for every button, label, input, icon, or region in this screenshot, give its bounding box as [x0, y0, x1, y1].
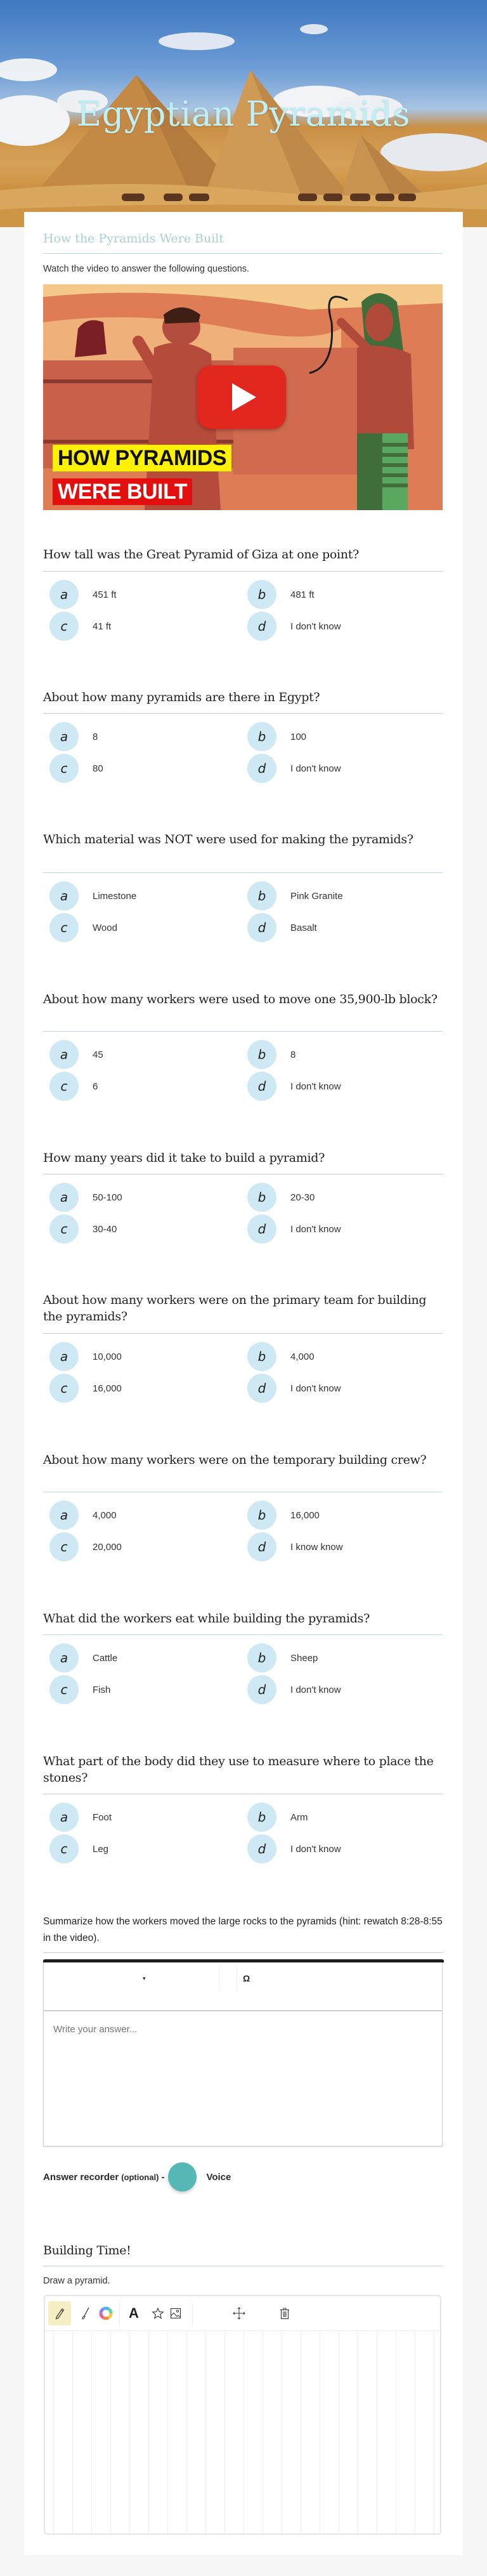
option-text: I don't know [290, 1843, 341, 1855]
drawing-section [43, 2242, 443, 2259]
option-text: 16,000 [93, 1383, 122, 1394]
option-text: Wood [93, 922, 117, 933]
option-letter-badge: a [49, 1803, 79, 1832]
hero-banner [0, 0, 487, 227]
option-letter-badge: a [49, 722, 79, 751]
option-letter-badge: c [49, 612, 79, 641]
question-title: What part of the body did they use to measure where to place the stones? [43, 1754, 434, 1785]
option-text: Cattle [93, 1652, 118, 1664]
option-text: 80 [93, 763, 103, 774]
option-letter-badge: d [247, 913, 276, 942]
option-letter-badge: c [49, 1374, 79, 1403]
option-a[interactable] [49, 580, 240, 609]
option-text: Leg [93, 1843, 109, 1855]
option-d[interactable] [247, 1214, 438, 1244]
summary-prompt: Summarize how the workers moved the large rocks to the pyramids (hint: rewatch 8:28-8:55 in the video). [43, 1916, 443, 1943]
section-title: How the Pyramids Were Built [43, 232, 224, 246]
option-text: 41 ft [93, 621, 112, 632]
drawing-instructions: Draw a pyramid. [43, 2276, 110, 2286]
option-a[interactable] [49, 1183, 240, 1212]
option-a[interactable] [49, 1040, 240, 1069]
option-letter-badge: d [247, 754, 276, 783]
option-letter-badge: a [49, 580, 79, 609]
question-title: About how many workers were on the primary team for building the pyramids? [43, 1293, 427, 1324]
option-a[interactable] [49, 1342, 240, 1371]
format-dropdown-caret-icon[interactable]: ▾ [143, 1975, 146, 1981]
option-letter-badge: b [247, 1643, 276, 1672]
option-letter-badge: b [247, 1342, 276, 1371]
drawing-board [44, 2295, 441, 2535]
option-text: 8 [290, 1049, 296, 1060]
option-text: Foot [93, 1811, 112, 1823]
option-a[interactable] [49, 1803, 240, 1832]
option-c[interactable] [49, 612, 240, 641]
divider [43, 872, 443, 873]
option-c[interactable] [49, 913, 240, 942]
option-b[interactable] [247, 1501, 438, 1530]
option-text: I know know [290, 1541, 343, 1553]
option-letter-badge: b [247, 580, 276, 609]
option-text: 45 [93, 1049, 103, 1060]
option-d[interactable] [247, 1072, 438, 1101]
option-d[interactable] [247, 1675, 438, 1704]
option-c[interactable] [49, 1834, 240, 1863]
option-text: 30-40 [93, 1223, 117, 1235]
option-letter-badge: c [49, 1532, 79, 1561]
rich-text-editor [43, 1959, 443, 2146]
option-letter-badge: c [49, 1675, 79, 1704]
option-text: I don't know [290, 1223, 341, 1235]
option-b[interactable] [247, 722, 438, 751]
worksheet-card [24, 212, 463, 2555]
option-text: I don't know [290, 621, 341, 632]
option-text: 50-100 [93, 1192, 122, 1203]
option-letter-badge: c [49, 1834, 79, 1863]
option-d[interactable] [247, 612, 438, 641]
thumbnail-caption-line2: WERE BUILT [53, 478, 192, 505]
option-text: I don't know [290, 1684, 341, 1695]
option-b[interactable] [247, 881, 438, 910]
option-d[interactable] [247, 1834, 438, 1863]
option-c[interactable] [49, 754, 240, 783]
option-b[interactable] [247, 580, 438, 609]
pencil-icon [54, 2307, 65, 2320]
option-letter-badge: d [247, 1532, 276, 1561]
option-letter-badge: a [49, 1342, 79, 1371]
play-triangle-icon [232, 383, 256, 411]
question-2 [43, 689, 443, 706]
question-title: Which material was NOT were used for making the pyramids? [43, 832, 413, 846]
option-d[interactable] [247, 913, 438, 942]
option-a[interactable] [49, 881, 240, 910]
thumbnail-caption-line1: HOW PYRAMIDS [53, 445, 231, 471]
option-text: Fish [93, 1684, 111, 1695]
option-letter-badge: a [49, 1040, 79, 1069]
question-title: About how many pyramids are there in Egypt? [43, 690, 320, 704]
toolbar-separator [192, 2303, 193, 2327]
drawing-toolbar [45, 2296, 440, 2331]
option-letter-badge: c [49, 1072, 79, 1101]
option-text: 4,000 [93, 1509, 117, 1521]
intro-instructions: Watch the video to answer the following questions. [43, 264, 250, 274]
section-title: Building Time! [43, 2244, 131, 2257]
option-a[interactable] [49, 722, 240, 751]
question-title: About how many workers were used to move one 35,900-lb block? [43, 992, 438, 1006]
record-voice-button[interactable] [168, 2162, 197, 2192]
divider [43, 571, 443, 572]
brush-icon [81, 2306, 91, 2320]
recorder-dash: - [161, 2171, 165, 2183]
text-tool-button[interactable] [122, 2301, 145, 2325]
option-letter-badge: b [247, 1183, 276, 1212]
option-text: 20-30 [290, 1192, 315, 1203]
option-b[interactable] [247, 1183, 438, 1212]
option-letter-badge: d [247, 1214, 276, 1244]
option-letter-badge: c [49, 754, 79, 783]
option-b[interactable] [247, 1040, 438, 1069]
option-text: I don't know [290, 763, 341, 774]
voice-label: Voice [206, 2171, 231, 2183]
option-text: 4,000 [290, 1351, 315, 1362]
answer-textarea[interactable] [44, 2011, 442, 2145]
delete-tool-button[interactable] [273, 2301, 296, 2325]
youtube-play-icon[interactable] [197, 365, 286, 429]
option-text: 451 ft [93, 589, 117, 600]
option-text: 10,000 [93, 1351, 122, 1362]
option-text: 16,000 [290, 1509, 320, 1521]
option-text: 6 [93, 1081, 98, 1092]
option-letter-badge: a [49, 1501, 79, 1530]
divider [43, 1952, 443, 1953]
recorder-optional-label: (optional) [121, 2172, 159, 2182]
answer-recorder [43, 2162, 231, 2192]
option-letter-badge: d [247, 612, 276, 641]
option-text: Arm [290, 1811, 308, 1823]
question-title: How tall was the Great Pyramid of Giza at one point? [43, 548, 359, 562]
option-letter-badge: b [247, 881, 276, 910]
intro-section-title [43, 231, 443, 246]
option-letter-badge: b [247, 1803, 276, 1832]
question-3 [43, 831, 443, 848]
question-7 [43, 1452, 443, 1468]
option-letter-badge: c [49, 913, 79, 942]
option-c[interactable] [49, 1072, 240, 1101]
brush-tool-button[interactable] [74, 2301, 97, 2325]
option-b[interactable] [247, 1643, 438, 1672]
option-letter-badge: d [247, 1374, 276, 1403]
summary-question [43, 1914, 443, 1947]
option-text: Sheep [290, 1652, 318, 1664]
question-title: About how many workers were on the temporary building crew? [43, 1453, 427, 1467]
option-letter-badge: d [247, 1675, 276, 1704]
option-text: 20,000 [93, 1541, 122, 1553]
option-text: 8 [93, 731, 98, 742]
special-character-button[interactable]: Ω [243, 1973, 250, 1983]
video-thumbnail[interactable] [43, 284, 443, 510]
toolbar-separator [119, 2303, 120, 2327]
option-letter-badge: a [49, 881, 79, 910]
option-c[interactable] [49, 1675, 240, 1704]
drawing-canvas[interactable] [45, 2332, 440, 2533]
question-6 [43, 1292, 443, 1325]
option-d[interactable] [247, 754, 438, 783]
trash-icon [279, 2306, 290, 2320]
option-letter-badge: b [247, 1040, 276, 1069]
question-5 [43, 1150, 443, 1166]
option-text: Limestone [93, 890, 137, 902]
divider [43, 713, 443, 714]
option-text: 100 [290, 731, 307, 742]
star-icon [152, 2307, 164, 2320]
option-letter-badge: d [247, 1072, 276, 1101]
recorder-label: Answer recorder [43, 2171, 119, 2183]
option-c[interactable] [49, 1374, 240, 1403]
question-9 [43, 1753, 443, 1786]
image-icon [169, 2307, 182, 2320]
page-title: Egyptian Pyramids [76, 94, 411, 134]
option-a[interactable] [49, 1501, 240, 1530]
text-icon: A [129, 2305, 139, 2321]
option-d[interactable] [247, 1532, 438, 1561]
option-letter-badge: a [49, 1643, 79, 1672]
color-picker-button[interactable] [94, 2301, 117, 2325]
divider [43, 253, 443, 254]
option-letter-badge: d [247, 1834, 276, 1863]
question-title: How many years did it take to build a pyramid? [43, 1151, 325, 1165]
option-c[interactable] [49, 1214, 240, 1244]
divider [43, 1634, 443, 1635]
option-letter-badge: c [49, 1214, 79, 1244]
question-title: What did the workers eat while building the pyramids? [43, 1612, 370, 1626]
option-letter-badge: b [247, 1501, 276, 1530]
question-8 [43, 1610, 443, 1627]
option-letter-badge: a [49, 1183, 79, 1212]
option-b[interactable] [247, 1342, 438, 1371]
option-b[interactable] [247, 1803, 438, 1832]
option-c[interactable] [49, 1532, 240, 1561]
image-tool-button[interactable] [164, 2301, 187, 2325]
option-text: 481 ft [290, 589, 315, 600]
divider [43, 1333, 443, 1334]
option-letter-badge: b [247, 722, 276, 751]
option-d[interactable] [247, 1374, 438, 1403]
color-wheel-icon [99, 2306, 113, 2320]
option-text: I don't know [290, 1081, 341, 1092]
option-text: Basalt [290, 922, 317, 933]
option-text: Pink Granite [290, 890, 343, 902]
divider [43, 1031, 443, 1032]
option-text: I don't know [290, 1383, 341, 1394]
question-4 [43, 991, 443, 1008]
editor-toolbar [44, 1962, 442, 2011]
question-1 [43, 546, 443, 563]
move-tool-button[interactable] [228, 2301, 250, 2325]
option-a[interactable] [49, 1643, 240, 1672]
move-icon [232, 2306, 246, 2320]
pencil-tool-button[interactable] [48, 2301, 71, 2325]
